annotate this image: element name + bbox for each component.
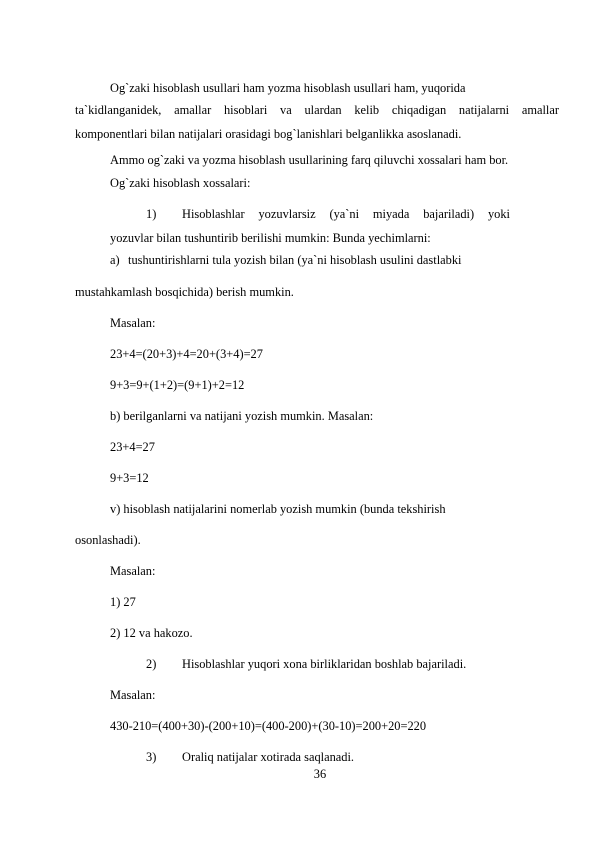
example-formula: 23+4=27 <box>110 440 155 454</box>
list-marker: 3) <box>146 750 157 764</box>
example-formula: 9+3=9+(1+2)=(9+1)+2=12 <box>110 378 245 392</box>
example-result: 2) 12 va hakozo. <box>110 626 193 640</box>
paragraph-line: Og`zaki hisoblash usullari ham yozma hisoblash usullari ham, yuqorida <box>110 81 466 95</box>
list-item-text: osonlashadi). <box>75 533 141 547</box>
example-label: Masalan: <box>110 564 156 578</box>
paragraph-line: Ammo og`zaki va yozma hisoblash usullarining farq qiluvchi xossalari ham bor. <box>110 153 509 167</box>
paragraph-line: komponentlari bilan natijalari orasidagi bog`lanishlari belganlikka asoslanadi. <box>75 127 462 141</box>
list-item-text: mustahkamlash bosqichida) berish mumkin. <box>75 285 294 299</box>
list-marker: 2) <box>146 657 157 671</box>
list-item-text: Hisoblashlar yozuvlarsiz (ya`ni miyada bajariladi) yoki <box>182 207 510 221</box>
list-marker: 1) <box>146 207 157 221</box>
list-item-text: tushuntirishlarni tula yozish bilan (ya`ni hisoblash usulini dastlabki <box>128 253 462 267</box>
list-item-text: b) berilganlarni va natijani yozish mumkin. Masalan: <box>110 409 374 423</box>
example-label: Masalan: <box>110 316 156 330</box>
list-item-text: Oraliq natijalar xotirada saqlanadi. <box>182 750 355 764</box>
example-formula: 430-210=(400+30)-(200+10)=(400-200)+(30-10)=200+20=220 <box>110 719 427 733</box>
section-heading: Og`zaki hisoblash xossalari: <box>110 176 251 190</box>
list-item-text: yozuvlar bilan tushuntirib berilishi mumkin: Bunda yechimlarni: <box>110 231 431 245</box>
example-formula: 9+3=12 <box>110 471 149 485</box>
page-number: 36 <box>313 767 327 781</box>
example-result: 1) 27 <box>110 595 136 609</box>
paragraph-line: ta`kidlanganidek, amallar hisoblari va ulardan kelib chiqadigan natijalarni amallar <box>75 103 559 117</box>
list-item-text: Hisoblashlar yuqori xona birliklaridan boshlab bajariladi. <box>182 657 467 671</box>
list-marker: a) <box>110 253 120 267</box>
example-formula: 23+4=(20+3)+4=20+(3+4)=27 <box>110 347 263 361</box>
example-label: Masalan: <box>110 688 156 702</box>
list-item-text: v) hisoblash natijalarini nomerlab yozish mumkin (bunda tekshirish <box>110 502 446 516</box>
